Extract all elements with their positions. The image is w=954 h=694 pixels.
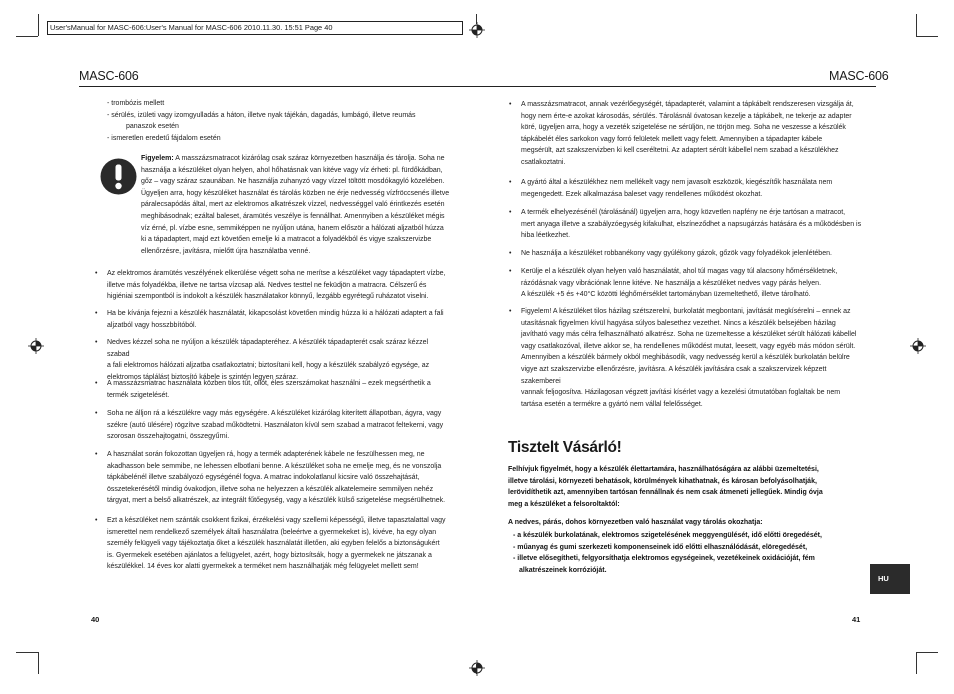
warning-block <box>141 153 451 257</box>
warning-line: páralecsapódás által, mert az elektromos alkatrészek vízzel, nedvességgel való érintkezés esetén <box>141 201 445 209</box>
section-title: Tisztelt Vásárló! <box>508 439 622 456</box>
right-page-header: MASC-606 <box>829 69 889 83</box>
registration-mark-icon <box>910 338 926 354</box>
bullet-item: • A masszázsmatrac használata közben tilos tűt, ollót, éles szerszámokat használni – ezek megsérthetik a termék szigetelését. <box>95 380 431 399</box>
crop-mark <box>38 652 39 674</box>
subheading: A nedves, párás, dohos környezetben való használat vagy tárolás okozhatja: <box>508 519 763 526</box>
bullet-dot-icon: • <box>95 380 98 387</box>
bullet-dot-icon: • <box>509 268 512 275</box>
list-item: alkatrészeinek korrózióját. <box>519 566 607 574</box>
dash-list <box>107 98 447 144</box>
bullet-dot-icon: • <box>95 310 98 317</box>
left-header-rule <box>79 86 479 87</box>
bullet-dot-icon: • <box>509 101 512 108</box>
bullet-item: • Kerülje el a készülék olyan helyen való használatát, ahol túl magas vagy túl alacsony hőmérsékletnek, rázódásnak vagy vibrációnak lenne kitéve. Ne használja a készüléket nedves vagy párás helyen. A készülék +5 és +40°C közötti léghőmérséklet tartományban üzemeltethető, illetve tárolható. <box>509 268 838 299</box>
warning-line: ki a tápadaptert, majd ezt követően emelje ki a matracot a folyadékból és vigye szakszervizbe <box>141 236 432 244</box>
registration-mark-icon <box>469 22 485 38</box>
warning-line: víz érné, pl. vízbe esne, semmiképpen ne nyúljon utána, hanem először a hálózati aljzatból húzza <box>141 224 444 232</box>
list-item: panaszok esetén <box>126 123 179 131</box>
warning-label: Figyelem: <box>141 155 174 162</box>
warning-line: Figyelem: A masszázsmatracot kizárólag csak száraz környezetben használja és tárolja. Soha ne <box>141 155 445 162</box>
registration-mark-icon <box>28 338 44 354</box>
warning-line: meghibásodnak; ezáltal baleset, áramütés veszélye is fennállhat. Amennyiben a készüléket mégis <box>141 212 445 220</box>
language-tab: HU <box>870 564 910 594</box>
bullet-item: • Ne használja a készüléket robbanékony vagy gyúlékony gázok, gőzök vagy folyadékok jelenlétében. <box>521 248 866 260</box>
right-header-rule <box>476 86 876 87</box>
crop-mark <box>916 14 917 36</box>
list-item: - illetve elősegítheti, felgyorsíthatja elektromos egységeinek, vezetékeinek oxidációját, fém <box>513 555 815 563</box>
bullet-dot-icon: • <box>95 451 98 458</box>
intro-paragraph: Felhívjuk figyelmét, hogy a készülék élettartamára, használhatóságára az alábbi üzemeltetési, illetve tárolási, környezeti behatások, körülmények kihathatnak, és károsan befolyásolhatják, lerövidíthetik azt, amennyiben tartósan fennállnak és nem csak átmeneti jellegűek. Mindig óvja meg a készüléket a felsoroltaktól: <box>508 466 823 508</box>
crop-mark <box>38 14 39 36</box>
page-number: 40 <box>91 615 100 624</box>
list-item: - ismeretlen eredetű fájdalom esetén <box>107 134 221 142</box>
warning-line: használja a készüléket olyan helyen, ahol hőhatásnak van kitéve vagy víz érheti: pl. fürdőkádban, <box>141 166 443 174</box>
crop-mark <box>916 652 938 653</box>
crop-mark <box>916 652 917 674</box>
bullet-dot-icon: • <box>95 270 98 277</box>
list-item: - sérülés, izületi vagy izomgyulladás a háton, illetve nyak tájékán, dagadás, lumbágó, illetve reumás <box>107 111 416 119</box>
bullet-dot-icon: • <box>509 250 512 257</box>
list-item: - trombózis mellett <box>107 100 165 107</box>
warning-line: gőz – vagy száraz szaunában. Ne használja zuhanyzó vagy vízzel töltött mosdókagyló közelében. <box>141 178 445 186</box>
bullet-item: • Ezt a készüléket nem szánták csokkent fizikai, érzékelési vagy szellemi képességű, illetve tapasztalattal vagy ismerettel nem rendelkező személyek általi használatra (beleértve a gyermekeket is), kivéve, ha egy olyan személy felügyeli vagy tájékoztatja őket a készülék használatát illetően, aki egyben felelős a biztonságukért is. Gyermekek esetében ajánlatos a felügyelet, azért, hogy biztosítsák, hogy a gyermekek ne játszanak a készülékkel. 14 éves kor alatti gyermekek a terméket nem használhatják még felügyelet mellett sem! <box>95 517 446 571</box>
bullet-dot-icon: • <box>95 410 98 417</box>
bullet-item: • Ha be kívánja fejezni a készülék használatát, kikapcsolást követően mindig húzza ki a hálózati adaptert a fali aljzatból vagy hosszbbítóból. <box>95 310 444 329</box>
bullet-dot-icon: • <box>95 339 98 346</box>
page-number: 41 <box>852 615 861 624</box>
exclamation-warning-icon <box>100 158 137 195</box>
bullet-item: • A termék elhelyezésénél (tárolásánál) ügyeljen arra, hogy közvetlen napfény ne érje tartósan a matracot, mert anyaga illetve a szabályzóegység kifakulhat, elszíneződhet a napsugárzás hatására és a működésben is hiba léetkezhet. <box>509 209 862 240</box>
bullet-dot-icon: • <box>95 517 98 524</box>
crop-mark <box>16 36 38 37</box>
bullet-dot-icon: • <box>509 209 512 216</box>
bullet-item: • A gyártó által a készülékhez nem mellékelt vagy nem javasolt eszközök, kiegészítők használata nem megengedett. Ezek alkalmazása baleset vagy rendellenes működést okozhat. <box>509 179 833 198</box>
list-item: - a készülék burkolatának, elektromos szigetelésének meggyengülését, idő előtti öregedését, <box>513 532 822 539</box>
crop-mark <box>16 652 38 653</box>
left-page-header: MASC-606 <box>79 69 139 83</box>
bullet-dot-icon: • <box>509 308 512 315</box>
bullet-item: • A használat során fokozottan ügyeljen rá, hogy a termék adapterének kábele ne feszülhessen meg, ne akadhasson bele semmibe, ne lehessen elbotlani benne. A készüléket soha ne emelje meg, és ne vonszolja tápkábelénél illetve szabályozó egységénél fogva. A matrac indokolatlanul kicsire való összehajtását, összetekerésétől mindig óvakodjon, illetve soha ne helyezzen a készülék alkatelemeire semmilyen nehéz tárgyat, mert a belső alkatrészek, az integrált fűtőegység, vagy a készülék külső szigetelése megsérülhetnek. <box>95 451 446 505</box>
print-slug: User'sManual for MASC-606:User's Manual for MASC-606 2010.11.30. 15:51 Page 40 <box>47 21 463 35</box>
effects-list <box>513 530 873 576</box>
bullet-item: • A masszázsmatracot, annak vezérlőegységét, tápadapterét, valamint a tápkábelt rendszeresen vizsgálja át, hogy nem érte-e azokat károsodás, sérülés. Tárolásnál óvatosan kezelje a tápkábelt, ne tekerje az adapter köré, ügyeljen arra, hogy a vezeték szigetelése ne sérüljön, ne törjön meg. Soha ne veszesse a készülék tápkábelét éles sarkokon vagy forró felületek mellett vagy felett. Amennyiben a tápadapter kábele megsérült, azt szakszervizben ki kell cseréltetni. Az adaptert sérült kábellel nem szabad a készülékhez csatlakoztatni. <box>509 101 854 166</box>
warning-line: ellenőrzésre, javításra, mielőtt újra használatba venné. <box>141 247 311 255</box>
list-item: - műanyag és gumi szerkezeti komponenseinek idő előtti elhasználódását, elöregedését, <box>513 543 808 551</box>
warning-line: Ügyeljen arra, hogy készüléket használat és tárolás közben ne érje nedvesség vízfröccsenés illetve <box>141 189 450 197</box>
registration-mark-icon <box>469 660 485 676</box>
bullet-item: • Nedves kézzel soha ne nyúljon a készülék tápadapteréhez. A készülék tápadapterét csak száraz kézzel szabad a fali elektromos hálózati aljzatba csatlakoztatni; biztosítani kell, hogy a készülék szabályzó egysége, az elektromos táplálást biztosító kábele is szintén legyen száraz. <box>95 339 430 381</box>
bullet-item: • Az elektromos áramütés veszélyének elkerülése végett soha ne merítse a készüléket vagy tápadaptert vízbe, illetve más folyadékba, illetve ne tartsa vízcsap alá. Nedves testtel ne feküdjön a matracra. Célszerű és higiéniai szempontból is indokolt a készülék használatakor könnyű, lezgább egyrétegű ruházatot viselni. <box>95 270 446 301</box>
bullet-dot-icon: • <box>509 179 512 186</box>
bullet-item: • Figyelem! A készüléket tilos házilag szétszerelni, burkolatát megbontani, javítását megkísérelni – ennek az utasításnak figyelmen kívül hagyása súlyos balesethez vezethet. Nincs a készülék belsejében házilag javítható vagy más célra felhasználható alkatrész. Soha ne üzemeltesse a készüléket sérült hálózati kábellel vagy csatlakozóval, illetve akkor se, ha rendellenes működést mutat, leesett, vagy egyéb más módon sérült. Amennyiben a készülék bármely okból meghibásodik, vagy nedvesség kerül a készülék burkolatán belülre vigye azt szakszervizbe ellenőrzésre, javításra. A készülék javítására csak a szakszervizek képzett szakemberei vannak feljogosítva. Házilagosan végzett javítási kísérlet vagy a kezelési útmutatóban foglaltak be nem tartása esetén a termékre a gyártó nem vállal felelősséget. <box>509 308 857 408</box>
bullet-item: • Soha ne álljon rá a készülékre vagy más egységére. A készüléket kizárólag kiterített állapotban, ágyra, vagy székre (autó ülésére) rögzítve szabad működtetni. Használaton kívül sem szabad a matracot feltekerni, vagy szorosan összehajtogatni, összegyűrni. <box>95 410 444 441</box>
crop-mark <box>916 36 938 37</box>
